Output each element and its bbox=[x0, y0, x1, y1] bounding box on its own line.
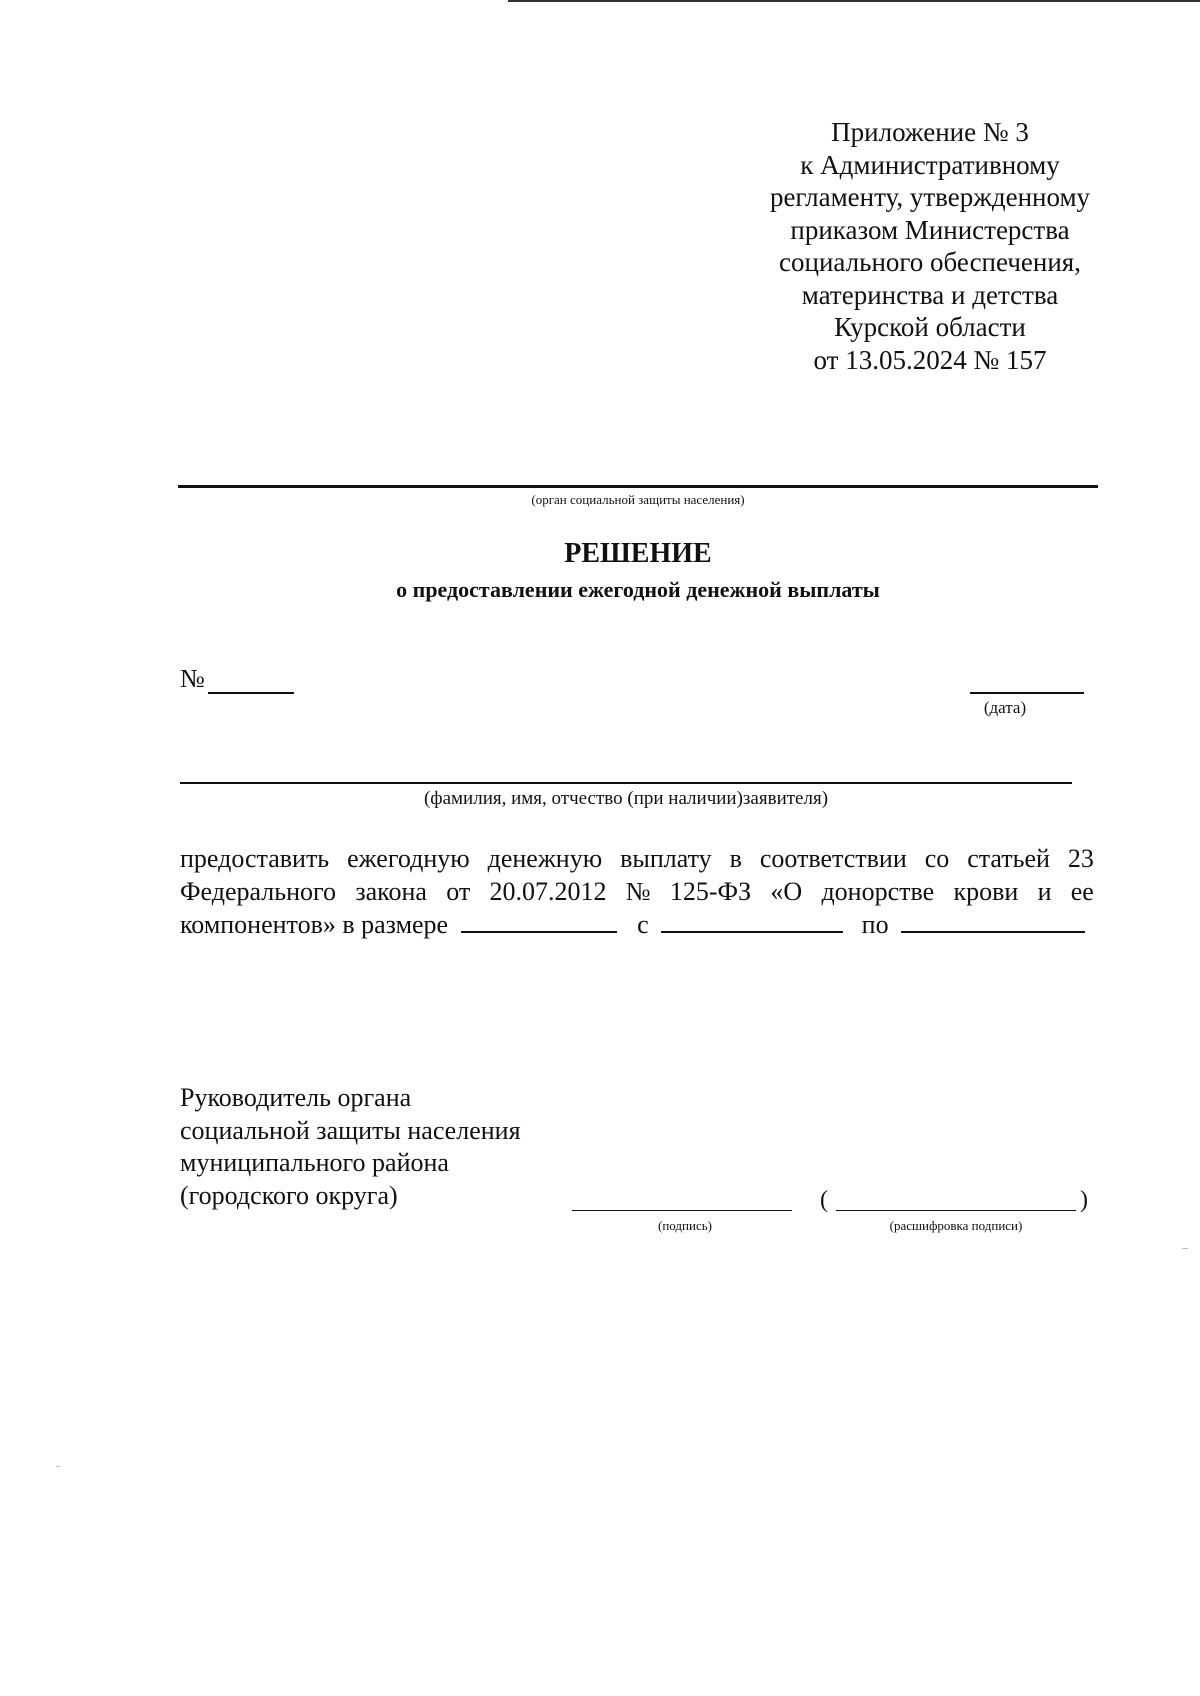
scan-artifact bbox=[1182, 1248, 1188, 1249]
body-word: донорстве bbox=[821, 877, 935, 906]
applicant-name-caption: (фамилия, имя, отчество (при наличии)заявителя) bbox=[423, 788, 829, 809]
body-word: 20.07.2012 bbox=[489, 877, 607, 906]
document-subtitle: о предоставлении ежегодной денежной выплаты bbox=[396, 577, 880, 602]
number-field[interactable] bbox=[208, 692, 294, 694]
body-word: № bbox=[625, 877, 651, 906]
body-word: крови bbox=[953, 877, 1019, 906]
signatory-line: Руководитель органа bbox=[180, 1083, 412, 1112]
appendix-line: к Административному bbox=[800, 149, 1060, 180]
org-caption: (орган социальной защиты населения) bbox=[531, 492, 745, 507]
appendix-line: материнства и детства bbox=[801, 279, 1059, 310]
body-word: денежную bbox=[487, 844, 603, 873]
appendix-line: от 13.05.2024 № 157 bbox=[813, 344, 1047, 375]
number-label: № bbox=[180, 664, 205, 693]
body-word: ежегодную bbox=[347, 844, 470, 873]
appendix-line: регламенту, утвержденному bbox=[769, 182, 1091, 212]
body-line-3 bbox=[180, 908, 1094, 941]
body-word: со bbox=[924, 844, 950, 873]
body-word: «О bbox=[770, 877, 803, 906]
signatory-line: социальной защиты населения bbox=[180, 1115, 521, 1145]
body-word: и bbox=[1037, 877, 1052, 906]
applicant-name-field[interactable] bbox=[180, 782, 1072, 784]
body-word: ее bbox=[1070, 877, 1094, 906]
body-word: соответствии bbox=[759, 844, 907, 873]
appendix-block bbox=[690, 116, 1170, 376]
appendix-line: Приложение № 3 bbox=[831, 117, 1029, 147]
body-text-prefix: компонентов» в размере bbox=[180, 910, 449, 939]
body-word: от bbox=[446, 877, 471, 906]
body-word: статьей bbox=[967, 844, 1050, 873]
signature-caption: (подпись) bbox=[658, 1218, 712, 1233]
signature-field[interactable] bbox=[572, 1210, 792, 1211]
body-word: выплату bbox=[620, 844, 712, 873]
signatory-block bbox=[180, 1082, 521, 1212]
body-word: в bbox=[729, 844, 742, 873]
appendix-line: социального обеспечения, bbox=[779, 247, 1081, 277]
body-word: закона bbox=[355, 877, 427, 906]
body-word: Федерального bbox=[180, 877, 337, 906]
decode-close-paren: ) bbox=[1080, 1187, 1088, 1213]
signatory-line: муниципального района bbox=[180, 1148, 449, 1177]
amount-field[interactable] bbox=[461, 909, 617, 933]
signature-decode-field[interactable] bbox=[836, 1210, 1076, 1211]
appendix-line: Курской области bbox=[834, 312, 1026, 342]
appendix-line: приказом Министерства bbox=[790, 214, 1070, 245]
body-line-2 bbox=[180, 875, 1094, 908]
scan-artifact bbox=[56, 1466, 60, 1467]
body-line-1 bbox=[180, 842, 1094, 875]
scan-edge-line bbox=[508, 0, 1200, 2]
date-field[interactable] bbox=[970, 692, 1084, 694]
body-word: 125-ФЗ bbox=[669, 877, 752, 906]
to-label: по bbox=[861, 910, 889, 939]
date-caption: (дата) bbox=[983, 698, 1027, 717]
body-word: предоставить bbox=[180, 844, 330, 873]
end-date-field[interactable] bbox=[901, 909, 1085, 933]
decision-body bbox=[180, 842, 1094, 941]
from-label: с bbox=[637, 910, 649, 939]
document-title: РЕШЕНИЕ bbox=[564, 538, 712, 569]
body-word: 23 bbox=[1067, 844, 1094, 873]
org-name-field[interactable] bbox=[178, 485, 1098, 488]
signature-decode-caption: (расшифровка подписи) bbox=[889, 1218, 1023, 1233]
decode-open-paren: ( bbox=[820, 1187, 828, 1213]
start-date-field[interactable] bbox=[661, 909, 843, 933]
signatory-line: (городского округа) bbox=[180, 1180, 398, 1210]
